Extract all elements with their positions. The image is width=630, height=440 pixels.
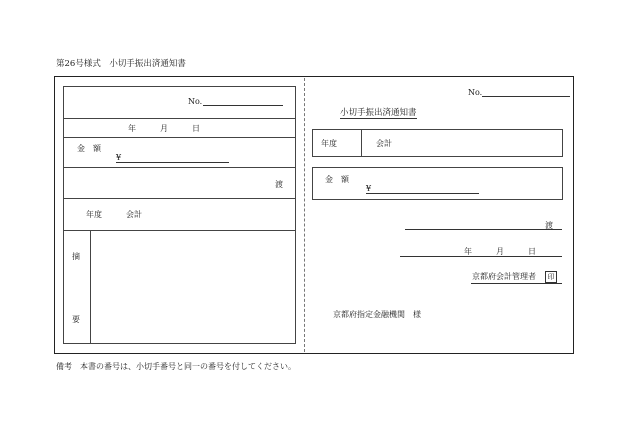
notice-yen-sign: ¥ — [366, 184, 372, 193]
notice-amount-line[interactable] — [366, 193, 479, 194]
notice-kaikei: 会計 — [376, 139, 392, 148]
perforation-line — [304, 78, 305, 352]
stub-no-label: No. — [188, 97, 203, 106]
form-title: 第26号様式 小切手振出済通知書 — [56, 59, 186, 69]
stub-yen-sign: ¥ — [116, 153, 122, 162]
stub-teki: 摘 — [72, 252, 80, 261]
notice-title: 小切手振出済通知書 — [340, 108, 417, 118]
notice-nendo-box — [312, 129, 563, 157]
stub-watasu: 渡 — [275, 180, 283, 189]
seal-stamp-icon — [545, 271, 557, 283]
footnote: 備考 本書の番号は、小切手番号と同一の番号を付してください。 — [56, 362, 296, 371]
notice-manager-line — [471, 283, 562, 284]
notice-manager: 京都府会計管理者 — [472, 272, 536, 281]
stub-you: 要 — [72, 315, 80, 324]
stub-kaikei: 会計 — [126, 210, 142, 219]
stub-no-line[interactable] — [203, 105, 283, 106]
notice-amount-box — [312, 167, 563, 200]
stub-nendo: 年度 — [86, 210, 102, 219]
notice-watasu: 渡 — [545, 221, 553, 230]
stub-date-label: 年 月 日 — [128, 124, 200, 133]
stub-amount-line[interactable] — [116, 162, 229, 163]
stub-amount-label: 金 額 — [77, 144, 101, 153]
seal-label: 印 — [547, 273, 555, 281]
notice-no-line[interactable] — [482, 96, 570, 97]
notice-payee-line[interactable] — [405, 229, 562, 230]
notice-date-label: 年 月 日 — [464, 247, 536, 256]
notice-no-label: No. — [468, 88, 483, 97]
notice-amount-label: 金 額 — [325, 175, 349, 184]
notice-date-line[interactable] — [400, 256, 562, 257]
notice-nendo: 年度 — [321, 139, 337, 148]
notice-bank: 京都府指定金融機関 様 — [333, 310, 421, 319]
